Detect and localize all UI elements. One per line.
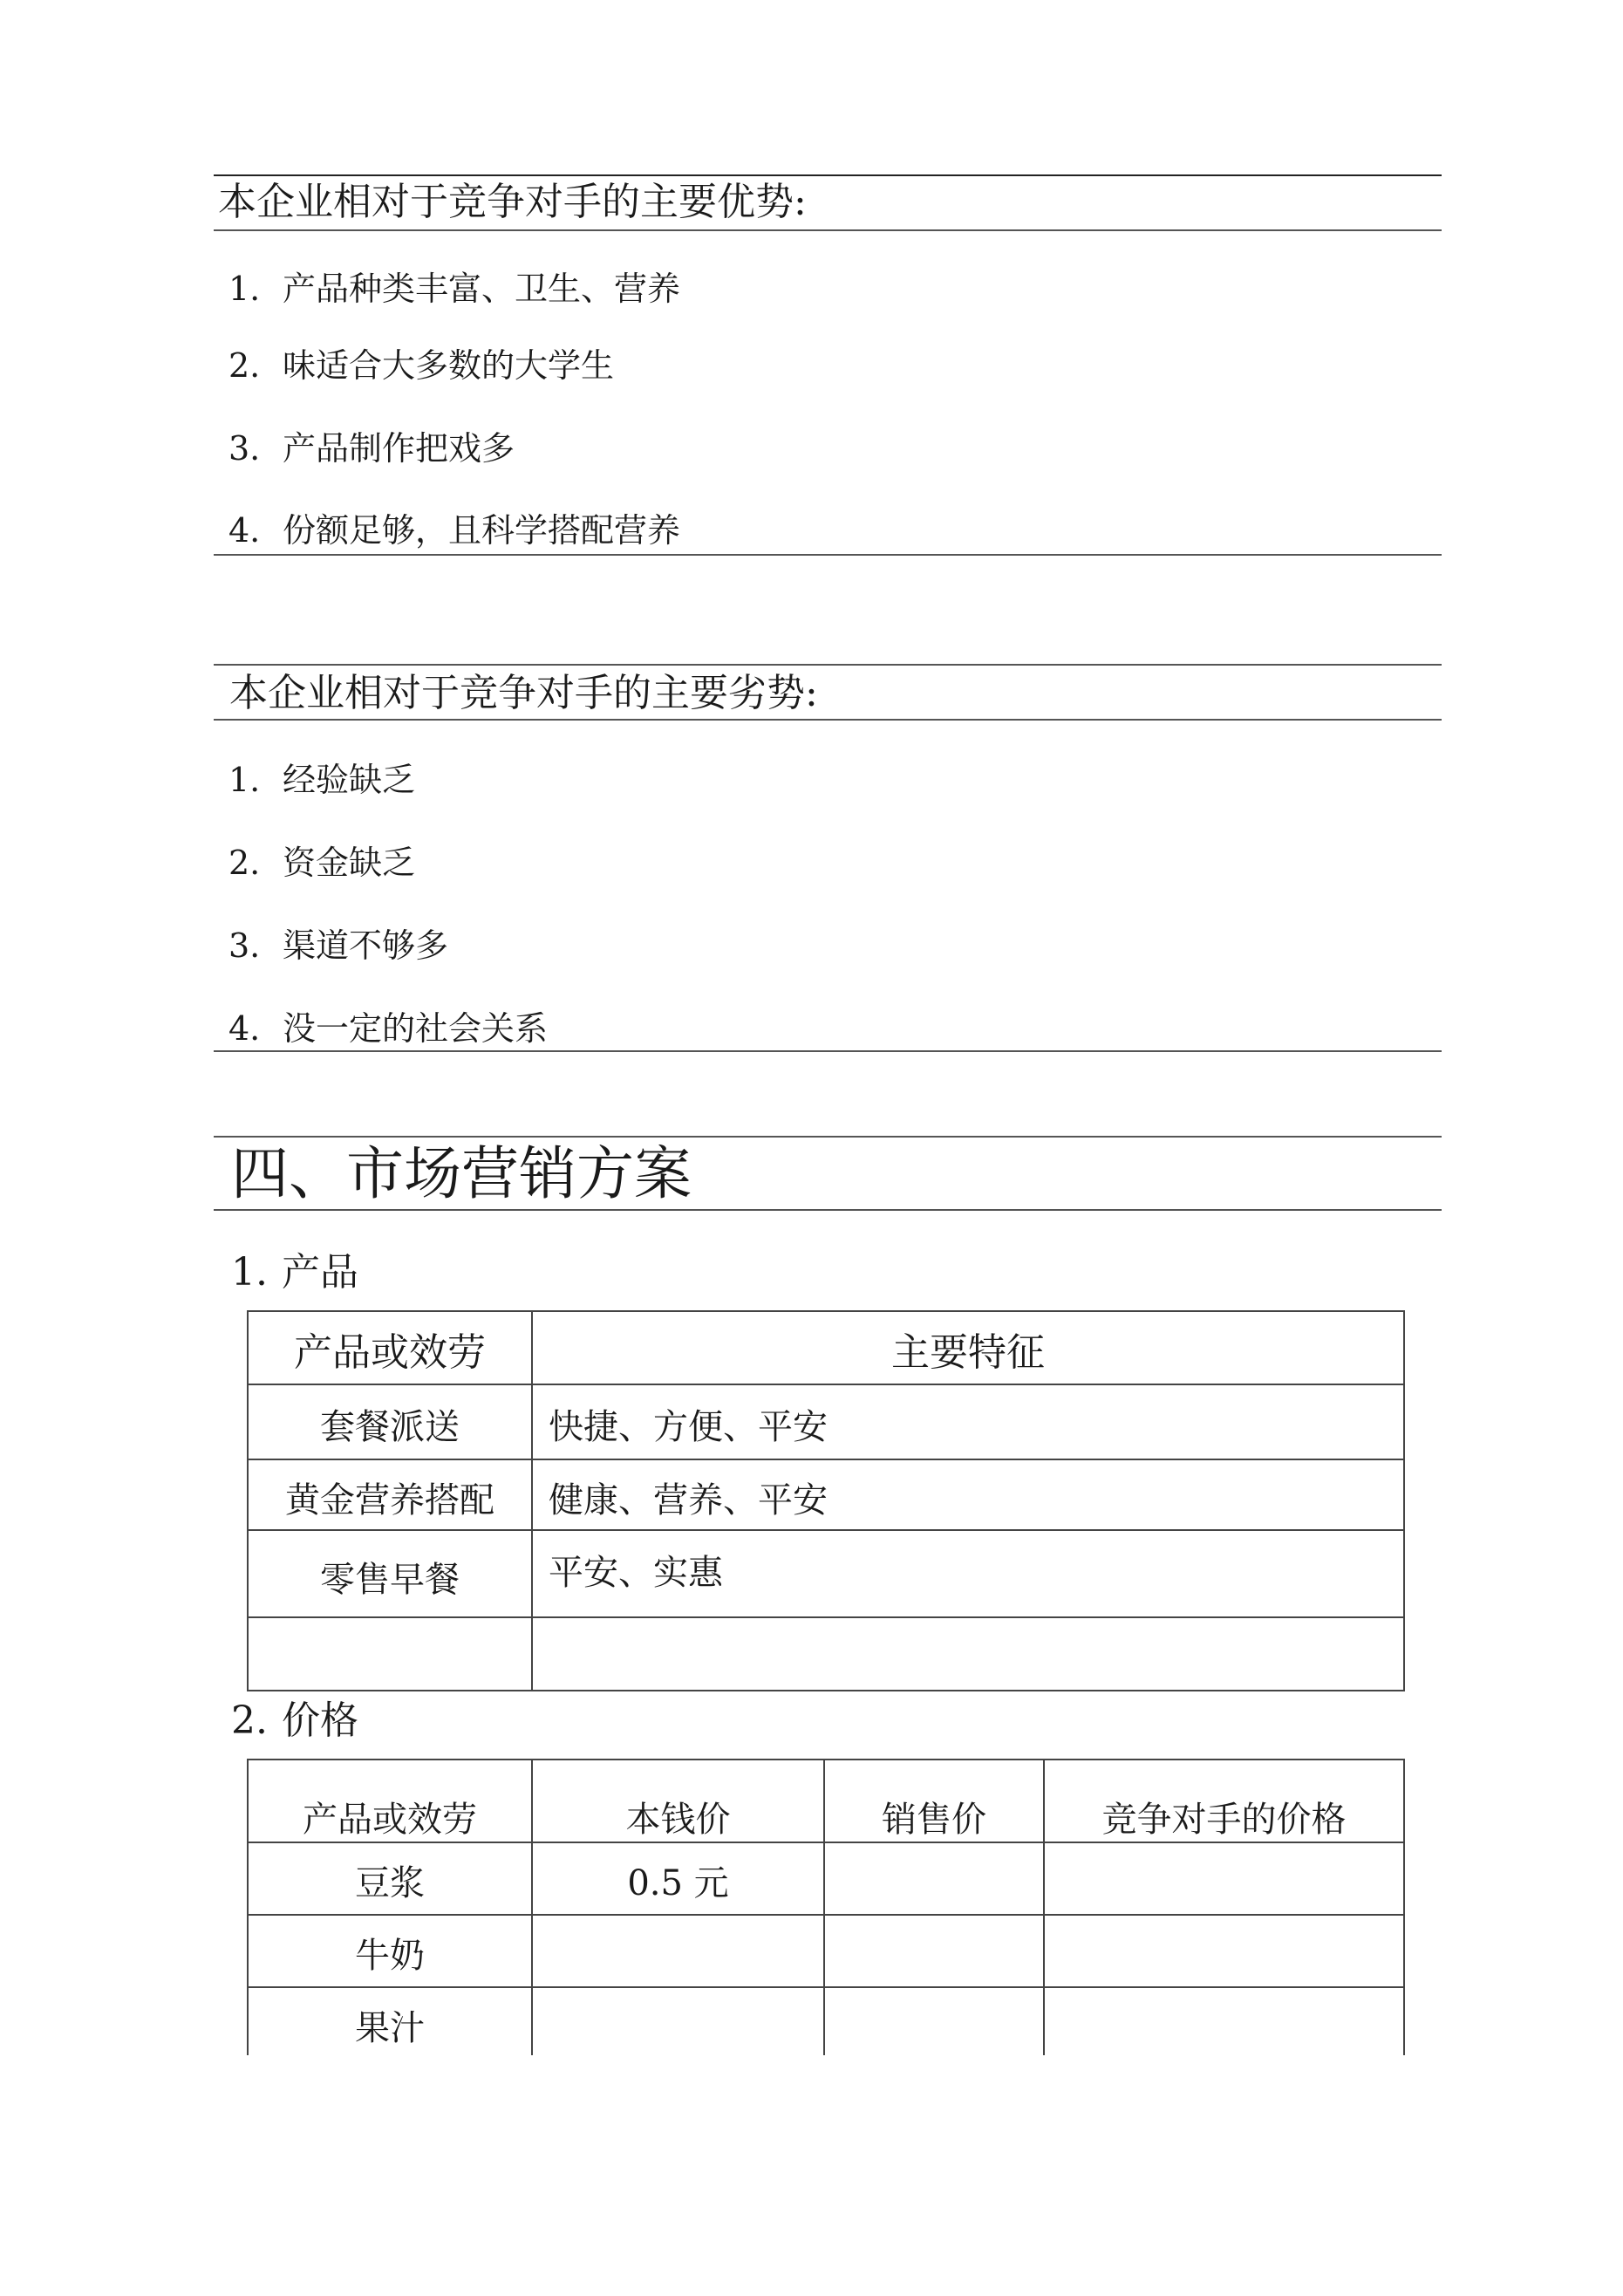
advantage-item-4 xyxy=(228,511,681,550)
disadvantage-item-1 xyxy=(228,761,416,799)
table-cell: 快捷、方便、平安 xyxy=(532,1384,1404,1459)
header-cell: 销售价 xyxy=(824,1760,1044,1842)
table-row xyxy=(248,1842,1404,1915)
table-cell xyxy=(824,1915,1044,1987)
table-header-row xyxy=(248,1311,1404,1384)
list-text: 味适合大多数的大学生 xyxy=(283,346,615,385)
table-cell: 健康、营养、平安 xyxy=(532,1459,1404,1530)
price-heading xyxy=(231,1698,358,1743)
list-number: 2. xyxy=(228,346,261,385)
table-row xyxy=(248,1617,1404,1691)
list-number: 1. xyxy=(228,761,261,799)
disadvantages-title-rule xyxy=(214,719,1442,721)
heading-label: 价格 xyxy=(282,1698,358,1743)
header-cell: 竞争对手的价格 xyxy=(1044,1760,1404,1842)
advantage-item-2 xyxy=(228,346,615,385)
table-cell xyxy=(532,1987,824,2055)
table-row xyxy=(248,1459,1404,1530)
header-cell: 主要特征 xyxy=(532,1311,1404,1384)
list-text: 产品种类丰富、卫生、营养 xyxy=(283,270,681,308)
table-header-row xyxy=(248,1760,1404,1842)
disadvantages-title: 本企业相对于竞争对手的主要劣势: xyxy=(229,671,818,715)
table-cell xyxy=(1044,1987,1404,2055)
advantages-title-rule xyxy=(214,229,1442,231)
table-row xyxy=(248,1530,1404,1617)
advantages-bottom-rule xyxy=(214,554,1442,556)
product-table xyxy=(247,1310,1405,1691)
disadvantage-item-3 xyxy=(228,926,449,965)
list-number: 3. xyxy=(228,926,261,965)
table-cell xyxy=(1044,1842,1404,1915)
table-cell xyxy=(1044,1915,1404,1987)
disadvantage-item-2 xyxy=(228,844,416,882)
table-cell: 豆浆 xyxy=(248,1842,532,1915)
list-text: 资金缺乏 xyxy=(283,844,416,882)
advantages-top-rule xyxy=(214,174,1442,176)
table-row xyxy=(248,1987,1404,2055)
header-cell: 本钱价 xyxy=(532,1760,824,1842)
section4-title-rule xyxy=(214,1209,1442,1211)
disadvantage-item-4 xyxy=(228,1009,549,1048)
header-cell: 产品或效劳 xyxy=(248,1311,532,1384)
table-cell: 平安、实惠 xyxy=(532,1530,1404,1617)
advantage-item-3 xyxy=(228,429,515,468)
list-text: 没一定的社会关系 xyxy=(283,1009,549,1048)
table-cell: 套餐派送 xyxy=(248,1384,532,1459)
list-text: 经验缺乏 xyxy=(283,761,416,799)
section4-title: 四、市场营销方案 xyxy=(231,1140,692,1207)
list-text: 渠道不够多 xyxy=(283,926,449,965)
table-cell xyxy=(532,1617,1404,1691)
list-number: 4. xyxy=(228,511,261,550)
table-cell xyxy=(532,1915,824,1987)
table-row xyxy=(248,1384,1404,1459)
table-cell xyxy=(248,1617,532,1691)
heading-number: 2. xyxy=(231,1698,268,1743)
table-cell: 零售早餐 xyxy=(248,1530,532,1617)
list-text: 产品制作把戏多 xyxy=(283,429,515,468)
table-cell: 黄金营养搭配 xyxy=(248,1459,532,1530)
advantages-title: 本企业相对于竞争对手的主要优势: xyxy=(218,180,807,224)
heading-label: 产品 xyxy=(282,1250,358,1295)
table-cell: 0.5 元 xyxy=(532,1842,824,1915)
list-text: 份额足够，且科学搭配营养 xyxy=(283,511,681,550)
table-row xyxy=(248,1915,1404,1987)
table-cell xyxy=(824,1987,1044,2055)
header-cell: 产品或效劳 xyxy=(248,1760,532,1842)
table-cell: 牛奶 xyxy=(248,1915,532,1987)
product-heading xyxy=(231,1250,358,1295)
list-number: 3. xyxy=(228,429,261,468)
price-table xyxy=(247,1759,1405,2055)
disadvantages-top-rule xyxy=(214,664,1442,666)
list-number: 2. xyxy=(228,844,261,882)
advantage-item-1 xyxy=(228,270,681,308)
list-number: 4. xyxy=(228,1009,261,1048)
table-cell: 果汁 xyxy=(248,1987,532,2055)
heading-number: 1. xyxy=(231,1250,268,1295)
list-number: 1. xyxy=(228,270,261,308)
disadvantages-bottom-rule xyxy=(214,1050,1442,1052)
table-cell xyxy=(824,1842,1044,1915)
section4-top-rule xyxy=(214,1136,1442,1138)
